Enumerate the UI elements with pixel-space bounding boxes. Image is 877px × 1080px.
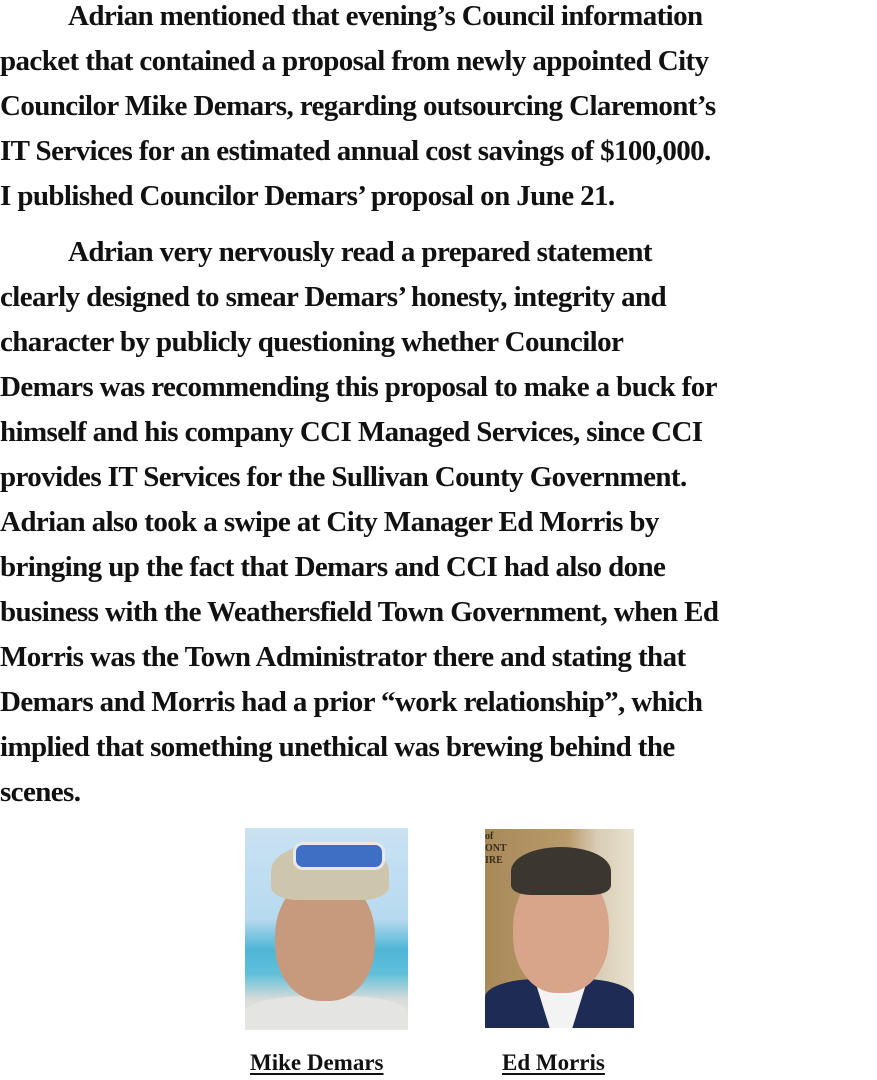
text-line: Morris was the Town Administrator there and stating that (0, 641, 686, 673)
text-line: clearly designed to smear Demars’ honesty, integrity and (0, 281, 667, 313)
text-line: Adrian very nervously read a prepared statement (68, 236, 652, 268)
text-line: packet that contained a proposal from newly appointed City (0, 45, 709, 77)
paragraph-2 (0, 230, 718, 815)
text-line: IT Services for an estimated annual cost savings of $100,000. (0, 135, 711, 167)
text-line: Adrian also took a swipe at City Manager Ed Morris by (0, 506, 659, 538)
photo-mike-demars (245, 828, 408, 1030)
photo-ed-morris (485, 829, 634, 1028)
text-line: I published Councilor Demars’ proposal on June 21. (0, 180, 615, 212)
text-line: provides IT Services for the Sullivan County Government. (0, 461, 687, 493)
photo-sunglasses (293, 842, 385, 870)
text-line: Demars and Morris had a prior “work relationship”, which (0, 686, 703, 718)
text-line: implied that something unethical was brewing behind the (0, 731, 675, 763)
paragraph-1 (0, 0, 716, 219)
text-line: business with the Weathersfield Town Government, when Ed (0, 596, 719, 628)
photo-hair (511, 847, 611, 895)
text-line: Demars was recommending this proposal to make a buck for (0, 371, 717, 403)
text-line: scenes. (0, 776, 81, 808)
text-line: Adrian mentioned that evening’s Council information (68, 0, 703, 32)
background-map-text: of ONT IRE (485, 831, 507, 866)
caption-ed-morris: Ed Morris (502, 1050, 605, 1075)
text-line: himself and his company CCI Managed Services, since CCI (0, 416, 703, 448)
caption-mike-demars: Mike Demars (250, 1050, 384, 1075)
photo-shirt (245, 996, 408, 1030)
text-line: Councilor Mike Demars, regarding outsourcing Claremont’s (0, 90, 716, 122)
text-line: character by publicly questioning whether Councilor (0, 326, 624, 358)
text-line: bringing up the fact that Demars and CCI had also done (0, 551, 666, 583)
